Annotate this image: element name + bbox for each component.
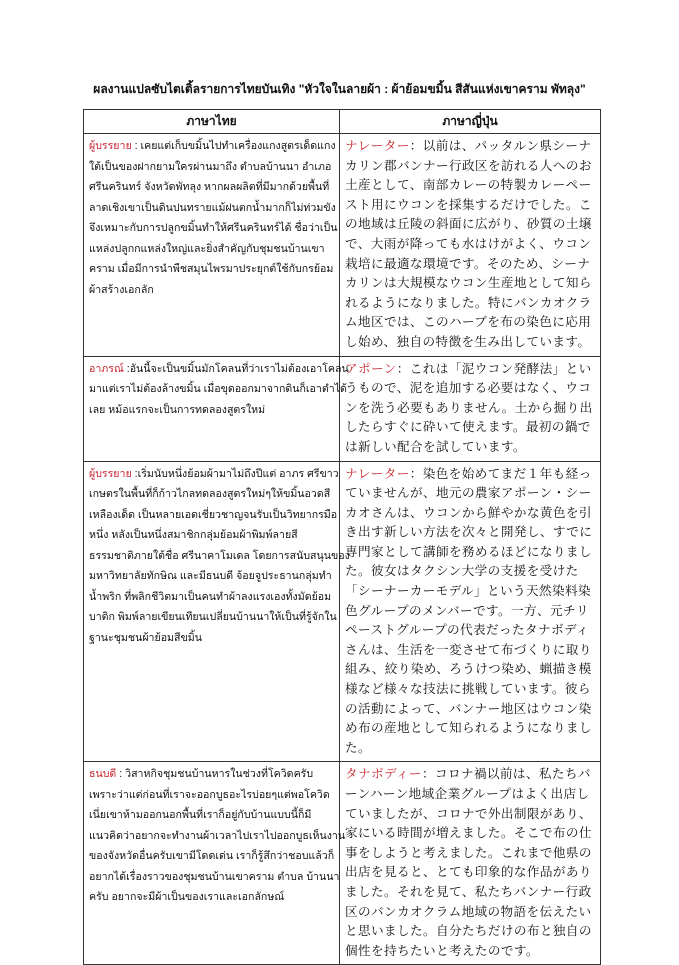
line-text: したらすぐに砕いて使えます。最初の鍋で (345, 419, 591, 435)
text-line (345, 804, 596, 824)
line-text: แหล่งปลูกกแหล่งใหญ่และยิ่งสำคัญกับชุมชนบ้านเขา (89, 242, 325, 255)
text-line (345, 273, 596, 293)
speaker-label: タナボディー (345, 766, 422, 782)
text-line (345, 175, 596, 195)
line-text: เพราะว่าแต่ก่อนที่เราจะออกบูธอะไรบ่อยๆแต่พอโควิด (89, 788, 330, 801)
line-text: มาแต่เราไม่ต้องล้างขมิ้น เมื่อขุดออกมาจากดินก็เอาตำได้ (89, 383, 347, 396)
line-text: ของจังหวัดอื่นครับเขามีโดดเด่น เราก็รู้สึกว่าชอบแล้วก็ (89, 850, 335, 863)
speaker-label: ผู้บรรยาย (89, 140, 132, 152)
text-line (345, 902, 596, 922)
line-text: し始め、独自の特徴を生み出しています。 (345, 333, 591, 349)
thai-cell (84, 762, 346, 965)
text-line (345, 156, 596, 176)
speaker-label: ผู้บรรยาย (89, 467, 132, 480)
text-line (89, 218, 338, 239)
text-line (345, 738, 596, 758)
line-text: 組み、絞り染め、ろうけつ染め、蝋描き模 (345, 661, 592, 677)
line-text: 様など様々な技法に挑戦しています。彼ら (345, 681, 591, 697)
line-text: :เริ่มนับหนึ่งย้อมผ้ามาไม่ถึงปีแต่ อาภร ศรีขาว (131, 467, 339, 480)
line-text: จึงเหมาะกับการปลูกขมิ้นทำให้ศรีนครินทร์ได้ ชื่อว่าเป็น (89, 222, 338, 234)
line-text: カオさんは、ウコンから鮮やかな黄色を引 (345, 504, 592, 520)
text-line (89, 764, 335, 785)
text-line (89, 177, 335, 198)
line-text: ーンハーン地域企業グループはよく出店し (345, 786, 590, 801)
text-line (345, 679, 596, 699)
speaker-label: ธนบดี (89, 768, 117, 781)
line-text: ครับ อยากจะมีผ้าเป็นของเราและเอกลักษณ์ (89, 891, 285, 904)
line-text: き出す新しい方法を次々と開発し、すでに (345, 524, 593, 540)
text-line (345, 601, 596, 621)
speaker-label: ナレーター (345, 465, 410, 481)
line-text: ：染色を始めてまだ１年も経っ (409, 465, 592, 481)
line-text: の活動によって、バンナー地区はウコン染 (345, 700, 592, 716)
speaker-label: อาภรณ์ (89, 362, 124, 375)
text-line (345, 214, 596, 234)
line-text: と思いました。自分たちだけの布と独自の (345, 923, 592, 939)
thai-cell (84, 461, 350, 762)
text-line (345, 699, 596, 719)
text-line (89, 198, 335, 219)
line-text: れるようになりました。特にバンカオクラ (345, 294, 592, 310)
line-text: น้ำพริก ที่พลิกชีวิตมาเป็นคนทำผ้าลงแรงเองทั้งมัดย้อม (89, 590, 332, 603)
text-line (345, 378, 596, 398)
line-text: ：以前は、パッタルン県シーナ (409, 138, 592, 153)
line-text: ていましたが、コロナで外出制限があり、 (345, 805, 592, 821)
speaker-label: ナレーター (345, 138, 410, 153)
text-line (89, 379, 347, 400)
line-text: เนี่ยเขาห้ามออกนอกพื้นที่เราก็อยู่กับบ้านแบบนี้ก็มี (89, 809, 312, 822)
line-text: ผ้าสร้างเอกลัก (89, 283, 154, 296)
text-line (345, 784, 596, 804)
text-line (89, 136, 335, 157)
japanese-cell (340, 134, 601, 357)
line-text: ศรีนครินทร์ จังหวัดพัทลุง หากผลผลิตที่มีมากด้วยพื้นที่ (89, 181, 330, 193)
text-line (345, 640, 596, 660)
text-line (89, 525, 335, 546)
text-line (345, 293, 596, 313)
line-text: ム地区では、このハーブを布の染色に応用 (345, 314, 592, 330)
text-line (89, 157, 335, 178)
line-text: : เคยแต่เก็บขมิ้นไปทำเครื่องแกงสูตรเด็ดแกง (131, 140, 336, 152)
line-text: เกษตรในพื้นที่ก็ก้าวไกลทดลองสูตรใหม่ๆให้ขมิ้นอวดสี (89, 488, 331, 500)
line-text: 専門家として講師を務めるほどになりまし (345, 543, 592, 559)
line-text: カリン郡バンナー行政区を訪れる人へのお (345, 157, 592, 173)
header-thai: ภาษาไทย (84, 110, 340, 134)
text-line (89, 566, 335, 587)
line-text: め布の産地として知られるようになりまし (345, 720, 592, 736)
speaker-label: アポーン (345, 360, 397, 376)
line-text: 事をしようと考えました。これまで他県の (345, 844, 592, 860)
line-text: ：コロナ禍以前は、私たちバ (421, 766, 591, 782)
line-text: 土産として、南部カレーの特製カレーペー (345, 177, 592, 193)
line-text: คราม เมื่อมีการนำพืชสมุนไพรมาประยุกต์ใช้กับกรย้อม (89, 263, 334, 275)
text-line (89, 867, 340, 888)
line-text: 個性を持ちたいと考えたのです。 (345, 942, 539, 958)
text-line (345, 464, 596, 484)
line-text: ペーストグループの代表だったタナボディ (345, 622, 589, 638)
document-title: ผลงานแปลซับไตเติ้ลรายการไทยบันเทิง "หัวใจในลายผ้า : ผ้าย้อมขมิ้น สีสันแห่งเขาคราม พัทลุง" (93, 82, 586, 96)
text-line (345, 359, 596, 379)
line-text: ンを洗う必要もありません。土から掘り出 (345, 399, 593, 415)
line-text: บาติก พิมพ์ลายเขียนเทียนเปลี่ยนบ้านนาให้เป็นที่รู้จักใน (89, 611, 337, 623)
table-row (84, 461, 601, 762)
text-line (89, 546, 350, 567)
line-text: 「シーナーカーモデル」という天然染料染 (345, 583, 591, 599)
line-text: แนวคิดว่าอยากจะทำงานผ้าเวลาไปเราไปออกบูธเห็นงาน (89, 829, 346, 842)
text-line (89, 846, 335, 867)
line-text: เลย หม้อแรกจะเป็นการทดลองสูตรใหม่ (89, 403, 266, 416)
table-row (84, 134, 601, 357)
line-text: カリンは大規模なウコン生産地として知ら (345, 275, 592, 291)
line-text: ：これは「泥ウコン発酵法」とい (396, 360, 592, 376)
text-line (345, 234, 596, 254)
line-text: ลาดเชิงเขาเป็นดินปนทรายแม้ฝนตกน้ำมากก็ไม่ท่วมขัง (89, 201, 336, 214)
text-line (89, 484, 335, 505)
table-header-row (84, 110, 601, 134)
text-line (345, 862, 596, 882)
text-line (345, 882, 596, 902)
text-line (345, 332, 596, 352)
text-line (89, 607, 335, 628)
text-line (345, 542, 596, 562)
text-line (89, 887, 335, 908)
text-line (345, 764, 596, 784)
text-line (345, 312, 596, 332)
line-text: は新しい配合を試しています。 (345, 438, 526, 454)
line-text: หนึ่ง หลังเป็นหนึ่งสมาชิกกลุ่มย้อมผ้าพิมพ์ลายสี (89, 529, 298, 541)
line-text: ました。それを見て、私たちバンナー行政 (345, 883, 592, 899)
text-line (345, 503, 596, 523)
text-line (345, 398, 596, 418)
japanese-cell (340, 461, 601, 762)
text-line (89, 785, 335, 806)
line-text: た。彼女はタクシン大学の支援を受けた (345, 563, 579, 579)
text-line (345, 921, 596, 941)
text-line (345, 843, 596, 863)
text-line (345, 522, 596, 542)
line-text: มหาวิทยาลัยทักษิณ และมีธนบดี จ้อยจูประธานกลุ่มทำ (89, 570, 332, 582)
japanese-cell (340, 762, 601, 965)
text-line (89, 805, 335, 826)
text-line (89, 826, 346, 847)
text-line (345, 254, 596, 274)
text-line (345, 483, 596, 503)
text-line (345, 620, 596, 640)
text-line (345, 417, 596, 437)
line-text: 出店を見ると、とても印象的な作品があり (345, 864, 592, 880)
line-text: ฐานะชุมชนผ้าย้อมสีขมิ้น (89, 631, 202, 644)
thai-cell (84, 134, 340, 357)
line-text: : วิสาหกิจชุมชนบ้านหารในช่วงที่โควิดครับ (116, 768, 314, 781)
line-text: 栽培に最適な環境です。そのため、シーナ (345, 255, 591, 271)
text-line (345, 136, 596, 156)
text-line (89, 239, 335, 260)
line-text: 区のバンカオクラム地域の物語を伝えたい (345, 903, 592, 919)
table-row (84, 356, 601, 461)
line-text: スト用にウコンを採集するだけでした。こ (345, 196, 592, 212)
text-line (89, 259, 335, 280)
thai-cell (84, 356, 349, 461)
text-line (89, 359, 349, 380)
line-text: の地域は丘陵の斜面に広がり、砂質の土壌 (345, 216, 592, 232)
line-text: た。 (345, 739, 371, 755)
text-line (345, 437, 596, 457)
text-line (345, 823, 596, 843)
text-line (345, 659, 596, 679)
line-text: อยากได้เรื่องราวของชุมชนบ้านเขาคราม ตำบล บ้านนา (89, 870, 340, 883)
line-text: 色グループのメンバーです。一方、元チリ (345, 602, 589, 618)
line-text: で、大雨が降っても水はけがよく、ウコン (345, 235, 592, 251)
line-text: ใต้เป็นของฝากยามใครผ่านมาถึง ตำบลบ้านนา อำเภอ (89, 160, 332, 173)
table-row (84, 762, 601, 965)
text-line (89, 628, 335, 649)
text-line (345, 581, 596, 601)
line-text: เหลืองเด็ด เป็นหลายเอดเชี่ยวชาญจนรับเป็นวิทยากรมือ (89, 508, 338, 521)
text-line (89, 280, 335, 301)
text-line (89, 505, 338, 526)
line-text: 家にいる時間が増えました。そこで布の仕 (345, 825, 592, 841)
text-line (345, 718, 596, 738)
text-line (89, 464, 339, 485)
text-line (89, 587, 335, 608)
text-line (345, 561, 596, 581)
text-line (345, 195, 596, 215)
text-line (89, 400, 335, 421)
header-japanese: ภาษาญี่ปุ่น (340, 110, 601, 134)
text-line (345, 941, 596, 961)
line-text: ていませんが、地元の農家アポーン・シー (345, 485, 592, 501)
line-text: ธรรมชาติภายใต้ชื่อ ศรีนาคาโมเดล โดยการสนับสนุนของ (89, 549, 350, 562)
japanese-cell (340, 356, 601, 461)
line-text: さんは、生活を一変させて布づくりに取り (345, 641, 592, 657)
line-text: うもので、泥を追加する必要はなく、ウコ (345, 380, 592, 396)
translation-table (83, 109, 601, 965)
line-text: :อันนี้จะเป็นขมิ้นมักโคลนที่ว่าเราไม่ต้องเอาโคลน (123, 362, 349, 375)
